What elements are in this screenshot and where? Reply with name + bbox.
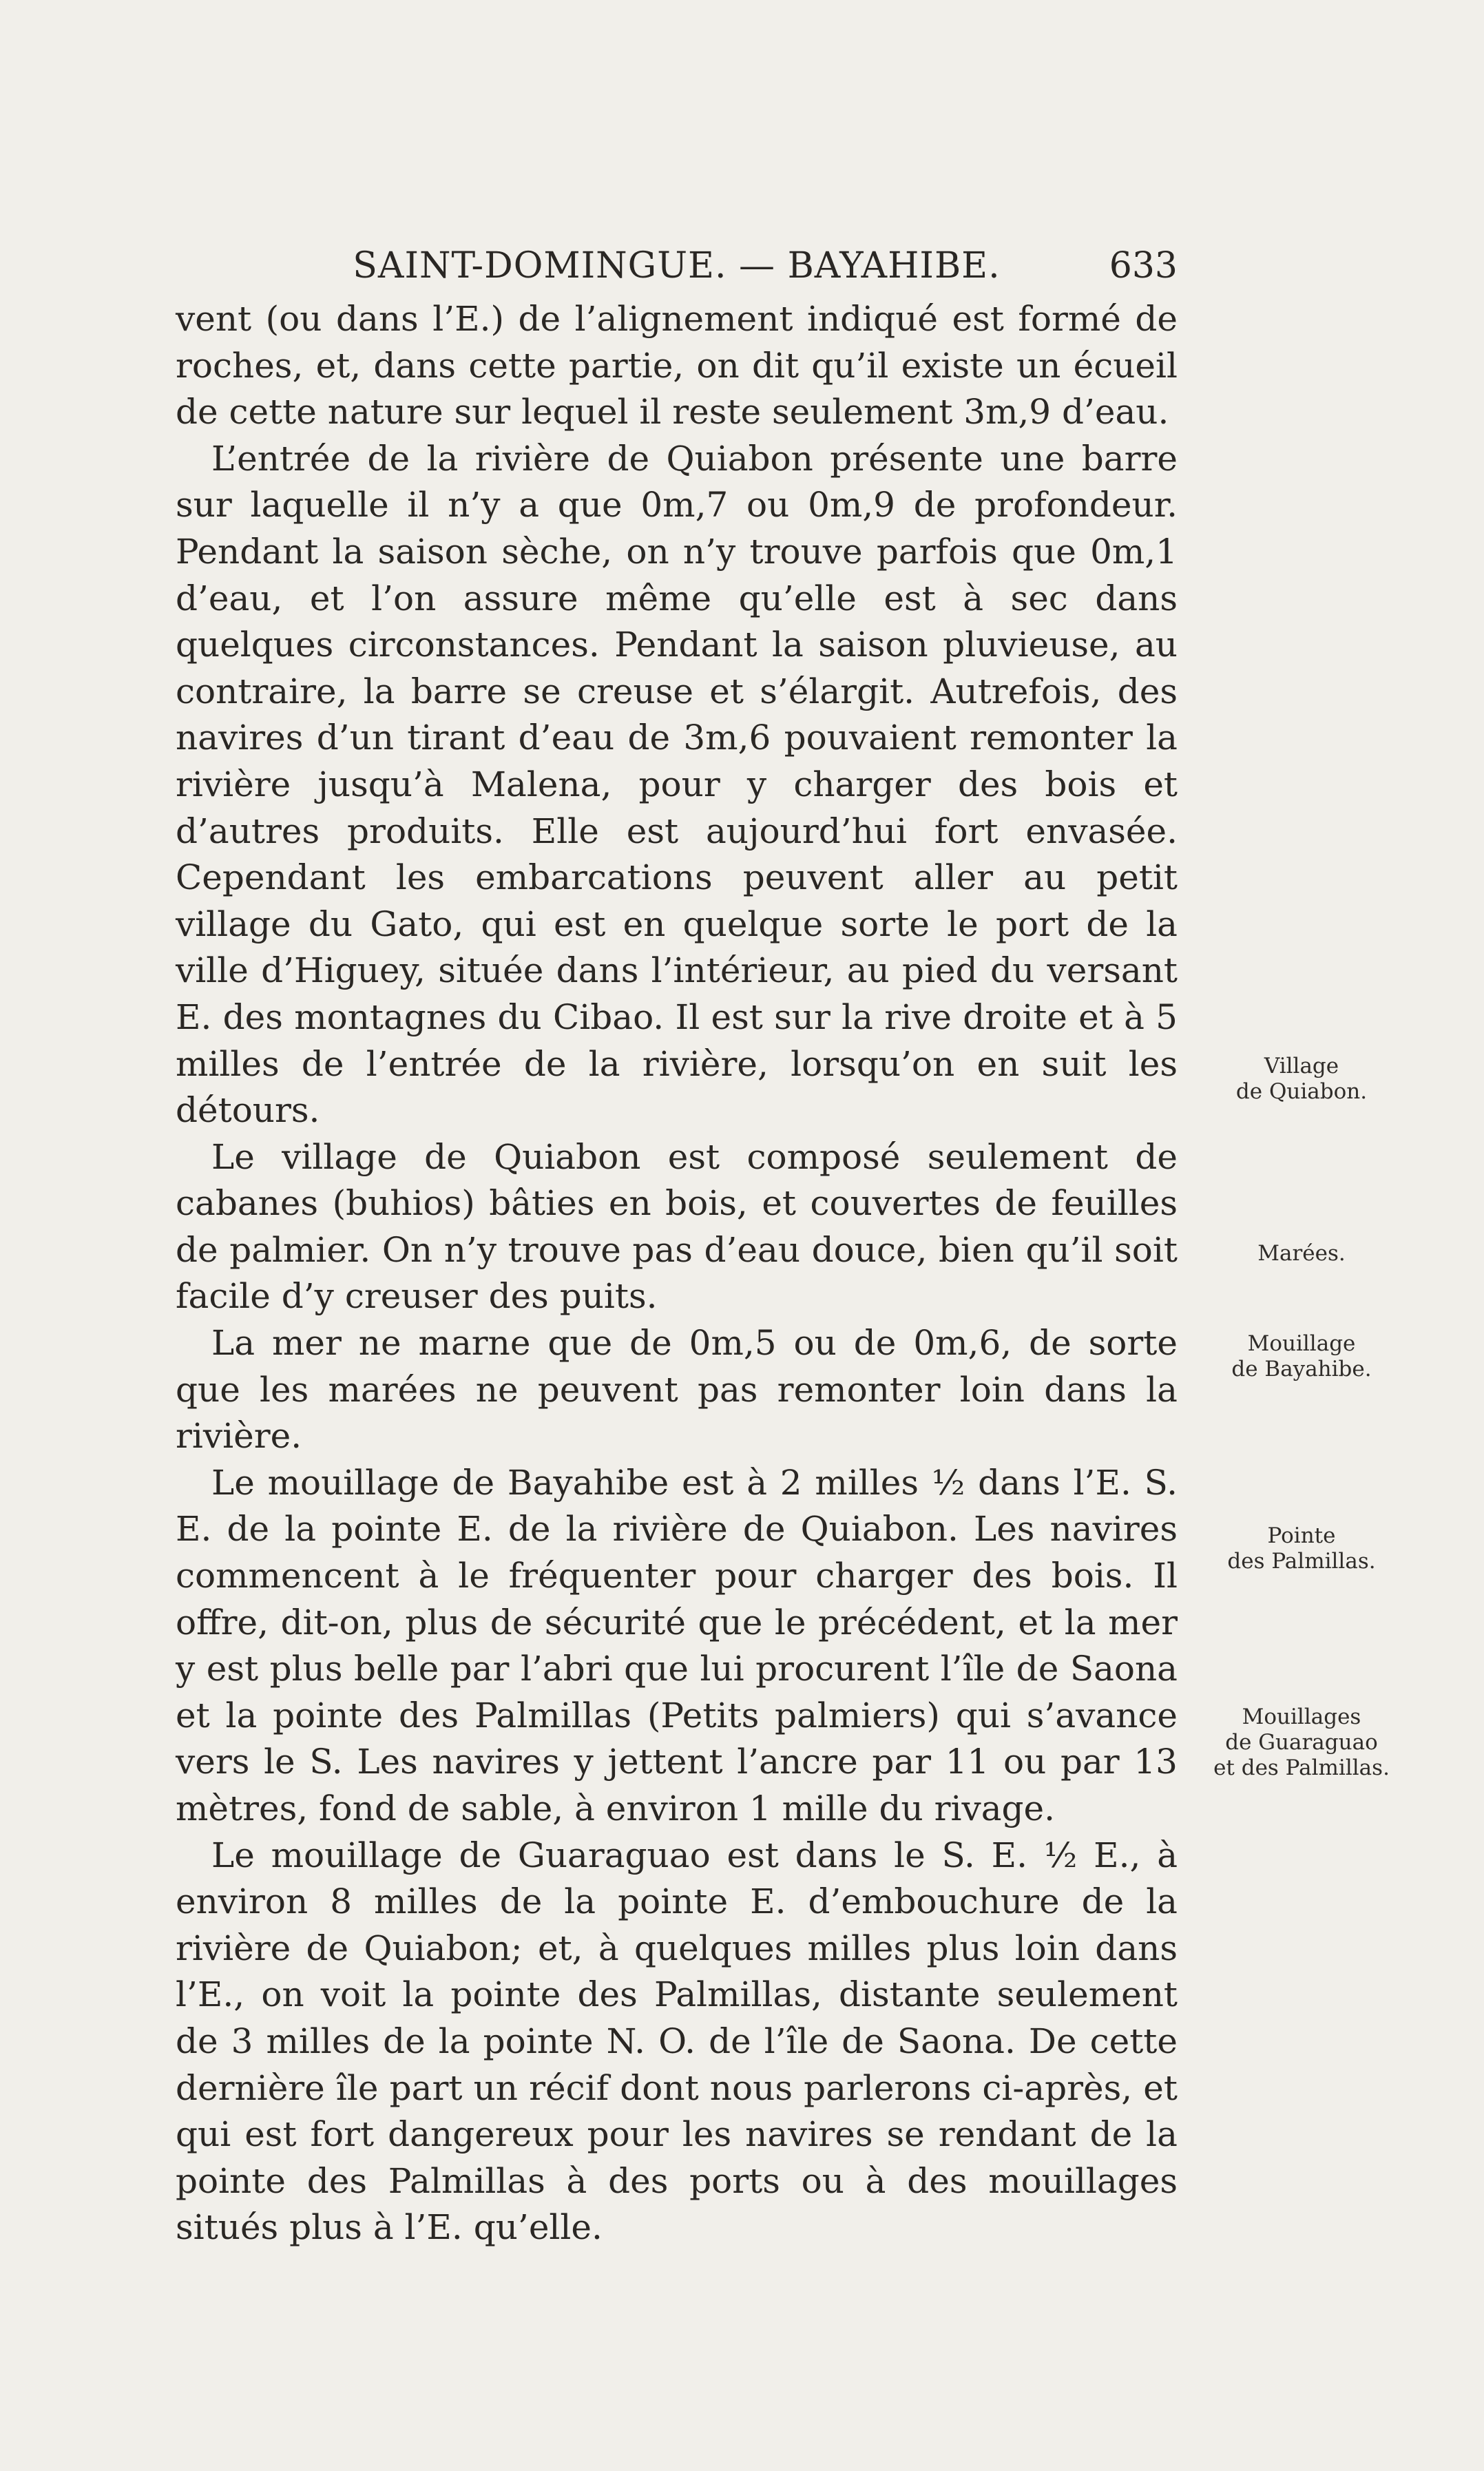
margin-note-line: Mouillage: [1247, 1331, 1356, 1356]
margin-note-line: Village: [1264, 1054, 1339, 1078]
margin-note-line: de Bayahibe.: [1231, 1357, 1372, 1382]
paragraph-marees: La mer ne marne que de 0m,5 ou de 0m,6, de sorte que les marées ne peuvent pas remonter loin dans la rivière.: [176, 1323, 1178, 1457]
running-title: SAINT-DOMINGUE. — BAYAHIBE.: [353, 245, 1001, 286]
margin-note-marees: [1202, 1241, 1401, 1266]
margin-note-village: [1202, 1054, 1401, 1105]
paragraph-village-quiabon: Le village de Quiabon est composé seulement de cabanes (buhios) bâties en bois, et couvertes de feuilles de palmier. On n’y trouve pas d’eau douce, bien qu’il soit facile d’y creuser des puits.: [176, 1136, 1178, 1317]
paragraph-mouillage-bayahibe: Le mouillage de Bayahibe est à 2 milles ½ dans l’E. S. E. de la pointe E. de la rivière de Quiabon. Les navires commencent à le fréquenter pour charger des bois. Il offre, dit-on, plus de sécurité que le précédent, et la mer y est plus belle par l’abri que lui procurent l’île de Saona et la pointe des Palmillas (Petits palmiers) qui s’avance vers le S. Les navires y jettent l’ancre par 11 ou par 13 mètres, fond de sable, à environ 1 mille du rivage.: [176, 1462, 1178, 1828]
margin-note-line: Pointe: [1267, 1523, 1336, 1548]
margin-note-line: de Quiabon.: [1235, 1079, 1368, 1104]
page-number: 633: [1109, 245, 1178, 286]
paragraph-riviere-quiabon: L’entrée de la rivière de Quiabon présente une barre sur laquelle il n’y a que 0m,7 ou 0m,9 de profondeur. Pendant la saison sèche, on n’y trouve parfois que 0m,1 d’eau, et l’on assure même qu’elle est à sec dans quelques circonstances. Pendant la saison pluvieuse, au contraire, la barre se creuse et s’élargit. Autrefois, des navires d’un tirant d’eau de 3m,6 pouvaient remonter la rivière jusqu’à Malena, pour y charger des bois et d’autres produits. Elle est aujourd’hui fort envasée. Cependant les embarcations peuvent aller au petit village du Gato, qui est en quelque sorte le port de la ville d’Higuey, située dans l’intérieur, au pied du versant E. des montagnes du Cibao. Il est sur la rive droite et à 5 milles de l’entrée de la rivière, lorsqu’on en suit les détours.: [176, 438, 1178, 1131]
margin-note-palmillas: [1202, 1523, 1401, 1574]
margin-note-line: de Guaraguao: [1225, 1730, 1378, 1755]
paragraph-mouillage-guaraguao: Le mouillage de Guaraguao est dans le S. E. ½ E., à environ 8 milles de la pointe E. d’embouchure de la rivière de Quiabon; et, à quelques milles plus loin dans l’E., on voit la pointe des Palmillas, distante seulement de 3 milles de la pointe N. O. de l’île de Saona. De cette dernière île part un récif dont nous parlerons ci-après, et qui est fort dangereux pour les navires se rendant de la pointe des Palmillas à des ports ou à des mouillages situés plus à l’E. qu’elle.: [176, 1835, 1178, 2248]
margin-note-bayahibe: [1202, 1331, 1401, 1382]
paragraph-continued: vent (ou dans l’E.) de l’alignement indiqué est formé de roches, et, dans cette partie, on dit qu’il existe un écueil de cette nature sur lequel il reste seulement 3m,9 d’eau.: [176, 299, 1178, 432]
margin-note-line: Marées.: [1257, 1241, 1346, 1266]
margin-note-guaraguao: [1202, 1704, 1401, 1781]
body-text: [176, 296, 1178, 2251]
running-head: [176, 234, 1178, 298]
margin-note-line: Mouillages: [1242, 1704, 1361, 1729]
margin-note-line: des Palmillas.: [1227, 1549, 1376, 1574]
margin-note-line: et des Palmillas.: [1213, 1755, 1390, 1780]
